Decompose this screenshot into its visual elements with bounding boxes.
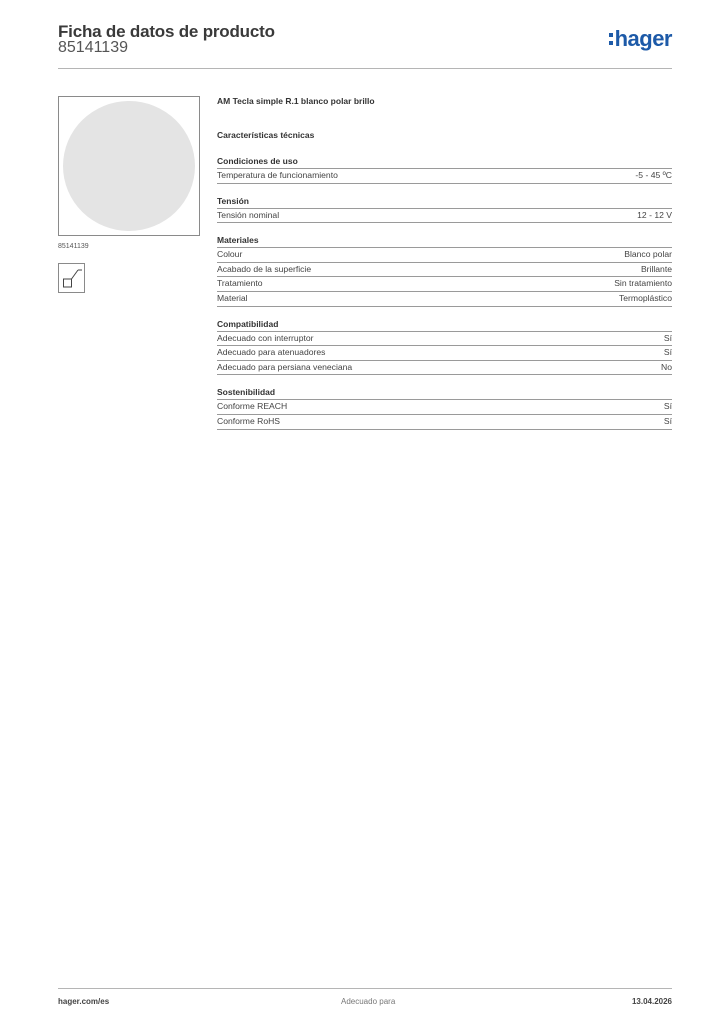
switch-symbol-icon: [58, 263, 85, 293]
spec-row: [217, 400, 672, 415]
spec-value: -5 - 45 ºC: [635, 170, 672, 180]
section-title: Tensión: [217, 196, 672, 209]
section-title: Materiales: [217, 235, 672, 248]
spec-value: Sí: [663, 401, 672, 412]
spec-label: Conforme RoHS: [217, 415, 281, 426]
section-conditions-of-use: [217, 156, 672, 184]
spec-row: [217, 209, 672, 224]
spec-value: Sí: [663, 415, 672, 426]
spec-label: Temperatura de funcionamiento: [217, 170, 338, 180]
image-reference: 85141139: [58, 243, 89, 250]
spec-label: Tensión nominal: [217, 209, 280, 220]
document-header: [58, 20, 672, 70]
section-sustainability: [217, 387, 672, 429]
product-name: AM Tecla simple R.1 blanco polar brillo: [217, 96, 375, 106]
spec-label: Colour: [217, 249, 243, 260]
spec-value: No: [661, 361, 672, 372]
footer-date: 13.04.2026: [631, 997, 672, 1006]
spec-row: [217, 346, 672, 361]
document-reference: 85141139: [58, 39, 128, 56]
spec-value: Blanco polar: [624, 249, 672, 260]
section-voltage: [217, 196, 672, 224]
spec-label: Acabado de la superficie: [217, 263, 312, 274]
section-title: Sostenibilidad: [217, 387, 672, 400]
spec-row: [217, 415, 672, 430]
section-title: Condiciones de uso: [217, 156, 672, 169]
section-title: Compatibilidad: [217, 319, 672, 332]
spec-label: Material: [217, 292, 248, 303]
document-title: Ficha de datos de producto: [58, 22, 275, 41]
section-materials: [217, 235, 672, 306]
spec-row: [217, 277, 672, 292]
logo-dots-icon: [609, 33, 613, 45]
technical-characteristics-heading: Características técnicas: [217, 130, 315, 140]
specification-panel: [217, 96, 672, 430]
spec-label: Tratamiento: [217, 278, 263, 289]
spec-value: 12 - 12 V: [637, 209, 672, 220]
spec-row: [217, 361, 672, 376]
spec-value: Sin tratamiento: [614, 278, 672, 289]
spec-value: Sí: [663, 347, 672, 358]
spec-value: Termoplástico: [618, 292, 672, 303]
logo-text: hager: [614, 26, 672, 51]
footer-center-text: Adecuado para: [341, 997, 396, 1006]
header-divider: [58, 68, 672, 69]
spec-label: Adecuado con interruptor: [217, 332, 314, 343]
footer-divider: [58, 988, 672, 989]
section-compatibility: [217, 319, 672, 376]
spec-row: [217, 332, 672, 347]
spec-value: Sí: [663, 332, 672, 343]
spec-row: [217, 263, 672, 278]
document-footer: [58, 997, 672, 1011]
spec-row: [217, 169, 672, 184]
spec-row: [217, 292, 672, 307]
product-image: [63, 101, 195, 231]
footer-website-link[interactable]: hager.com/es: [58, 997, 110, 1006]
switch-symbol-graphic: [59, 264, 86, 294]
spec-label: Conforme REACH: [217, 401, 288, 412]
spec-row: [217, 248, 672, 263]
spec-label: Adecuado para persiana veneciana: [217, 361, 353, 372]
product-image-frame: [58, 96, 200, 236]
spec-label: Adecuado para atenuadores: [217, 347, 326, 358]
spec-value: Brillante: [640, 263, 672, 274]
hager-logo: [609, 26, 672, 52]
